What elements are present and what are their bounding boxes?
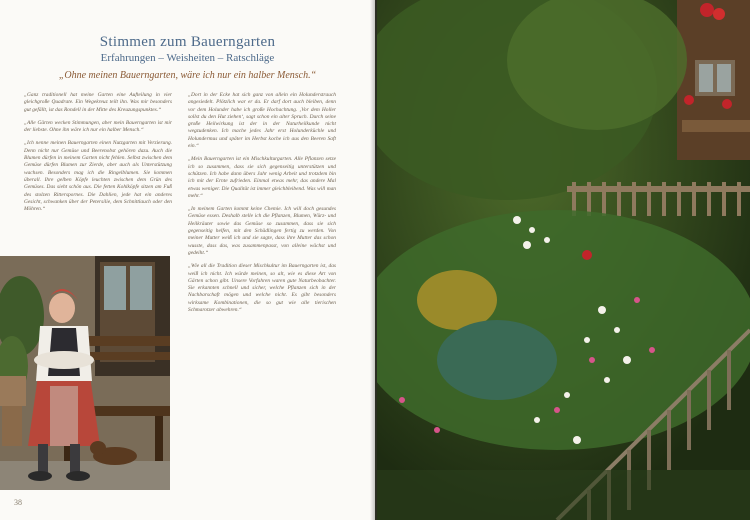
paragraph: „Ganz traditionell hat meine Garten eine Aufteilung in vier gleichgroße Quadrate. Ein Wegekreuz teilt ihn. Was mir besonders gut gefällt, ist das Rondell in der Mitte des Kreuzungspunktes.“	[24, 92, 172, 113]
paragraph: „Ich nenne meinen Bauerngarten einen Nutzgarten mit Verzierung. Denn nicht nur Gemüse und Beerenobst gehören dazu. Auch die Blumen dürfen in meinem Garten nicht fehlen. Selbst zwischen dem Gemüse dürfen Blumen zur Zierde, aber auch als Unterstützung wachsen. Besonders mag ich die Ringelblumen. Sie kommen überall. Ihre gelben Köpfe leuchten zwischen dem Grün des Gemüses. Das sieht schön aus. Die fetten Kohlköpfe sitzen am Fuß des stolzen Ritterspornes. Die Dahlien, jede hat ein anderes Gesicht, schwanken über der Petersilie, dem Schnittlauch oder den Möhren.“	[24, 140, 172, 213]
text-column-left	[24, 92, 172, 219]
pull-quote: „Ohne meinen Bauerngarten, wäre ich nur ein halber Mensch.“	[58, 70, 317, 81]
text-column-right	[188, 92, 336, 320]
paragraph: „Dort in der Ecke hat sich ganz von allein ein Holunderstrauch angesiedelt. Plötzlich war er da. Er darf dort auch bleiben, denn vor dem Holunder habe ich große Hochachtung. ‚Vor dem Holler sollst du den Hut ziehen‘, sagt schon ein alter Spruch. Durch seine große Heilwirkung ist der in der Naturheilkunde nicht wegzudenken. Ich mache jedes Jahr erst Holunderküchle und Holundermus und später im Herbst koche ich aus den Beeren Saft ein.“	[188, 92, 336, 150]
page-title: Stimmen zum Bauerngarten	[99, 34, 276, 50]
photo-farm-garden	[377, 0, 750, 520]
paragraph: „Wie all die Tradition dieser Mischkultur im Bauerngarten ist, das weiß ich nicht. Ich würde meinen, so alt, wie es diese Art von Gärten schon gibt. Unsere Vorfahren waren gute Naturbeobachter. Sie erkannten schnell und sicher, welche Pflanzen sich in der Nachbarschaft mögen und welche nicht. Es gibt besonders wirksame Kombinationen, die so gut wie alle tierischen Schmarotzer abwehren.“	[188, 263, 336, 314]
photo-woman-on-bench	[0, 256, 170, 490]
paragraph: „Mein Bauerngarten ist ein Mischkulturgarten. Alle Pflanzen setze ich so zusammen, dass sie sich gegenseitig unterstützen und schützen. Ich habe dann übers Jahr wenig Arbeit und trotzdem bin ich mit der Ernte zufrieden. Einmal etwas mehr, das andere Mal etwas weniger. Die Qualität ist immer gleichbleibend. Was will man mehr.“	[188, 156, 336, 199]
page-subtitle: Erfahrungen – Weisheiten – Ratschläge	[100, 52, 275, 64]
paragraph: „Alle Gärten wecken Stimmungen, aber mein Bauerngarten ist mir der liebste. Ohne ihn wäre ich nur ein halber Mensch.“	[24, 119, 172, 134]
page-number: 38	[14, 498, 22, 507]
paragraph: „In meinem Garten kommt keine Chemie. Ich will doch gesundes Gemüse essen. Deshalb stelle ich die Pflanzen, Blumen, Würz- und Heilkräuter sowie das Gemüse so zusammen, dass sie sich gegenseitig helfen, mit den Schädlingen fertig zu werden. Von meiner Mutter weiß ich und sie sagte, dass ihre Mutter das schon wusste, dass das, was zusammenpasst, von alleine wächst und gedeiht.“	[188, 206, 336, 256]
